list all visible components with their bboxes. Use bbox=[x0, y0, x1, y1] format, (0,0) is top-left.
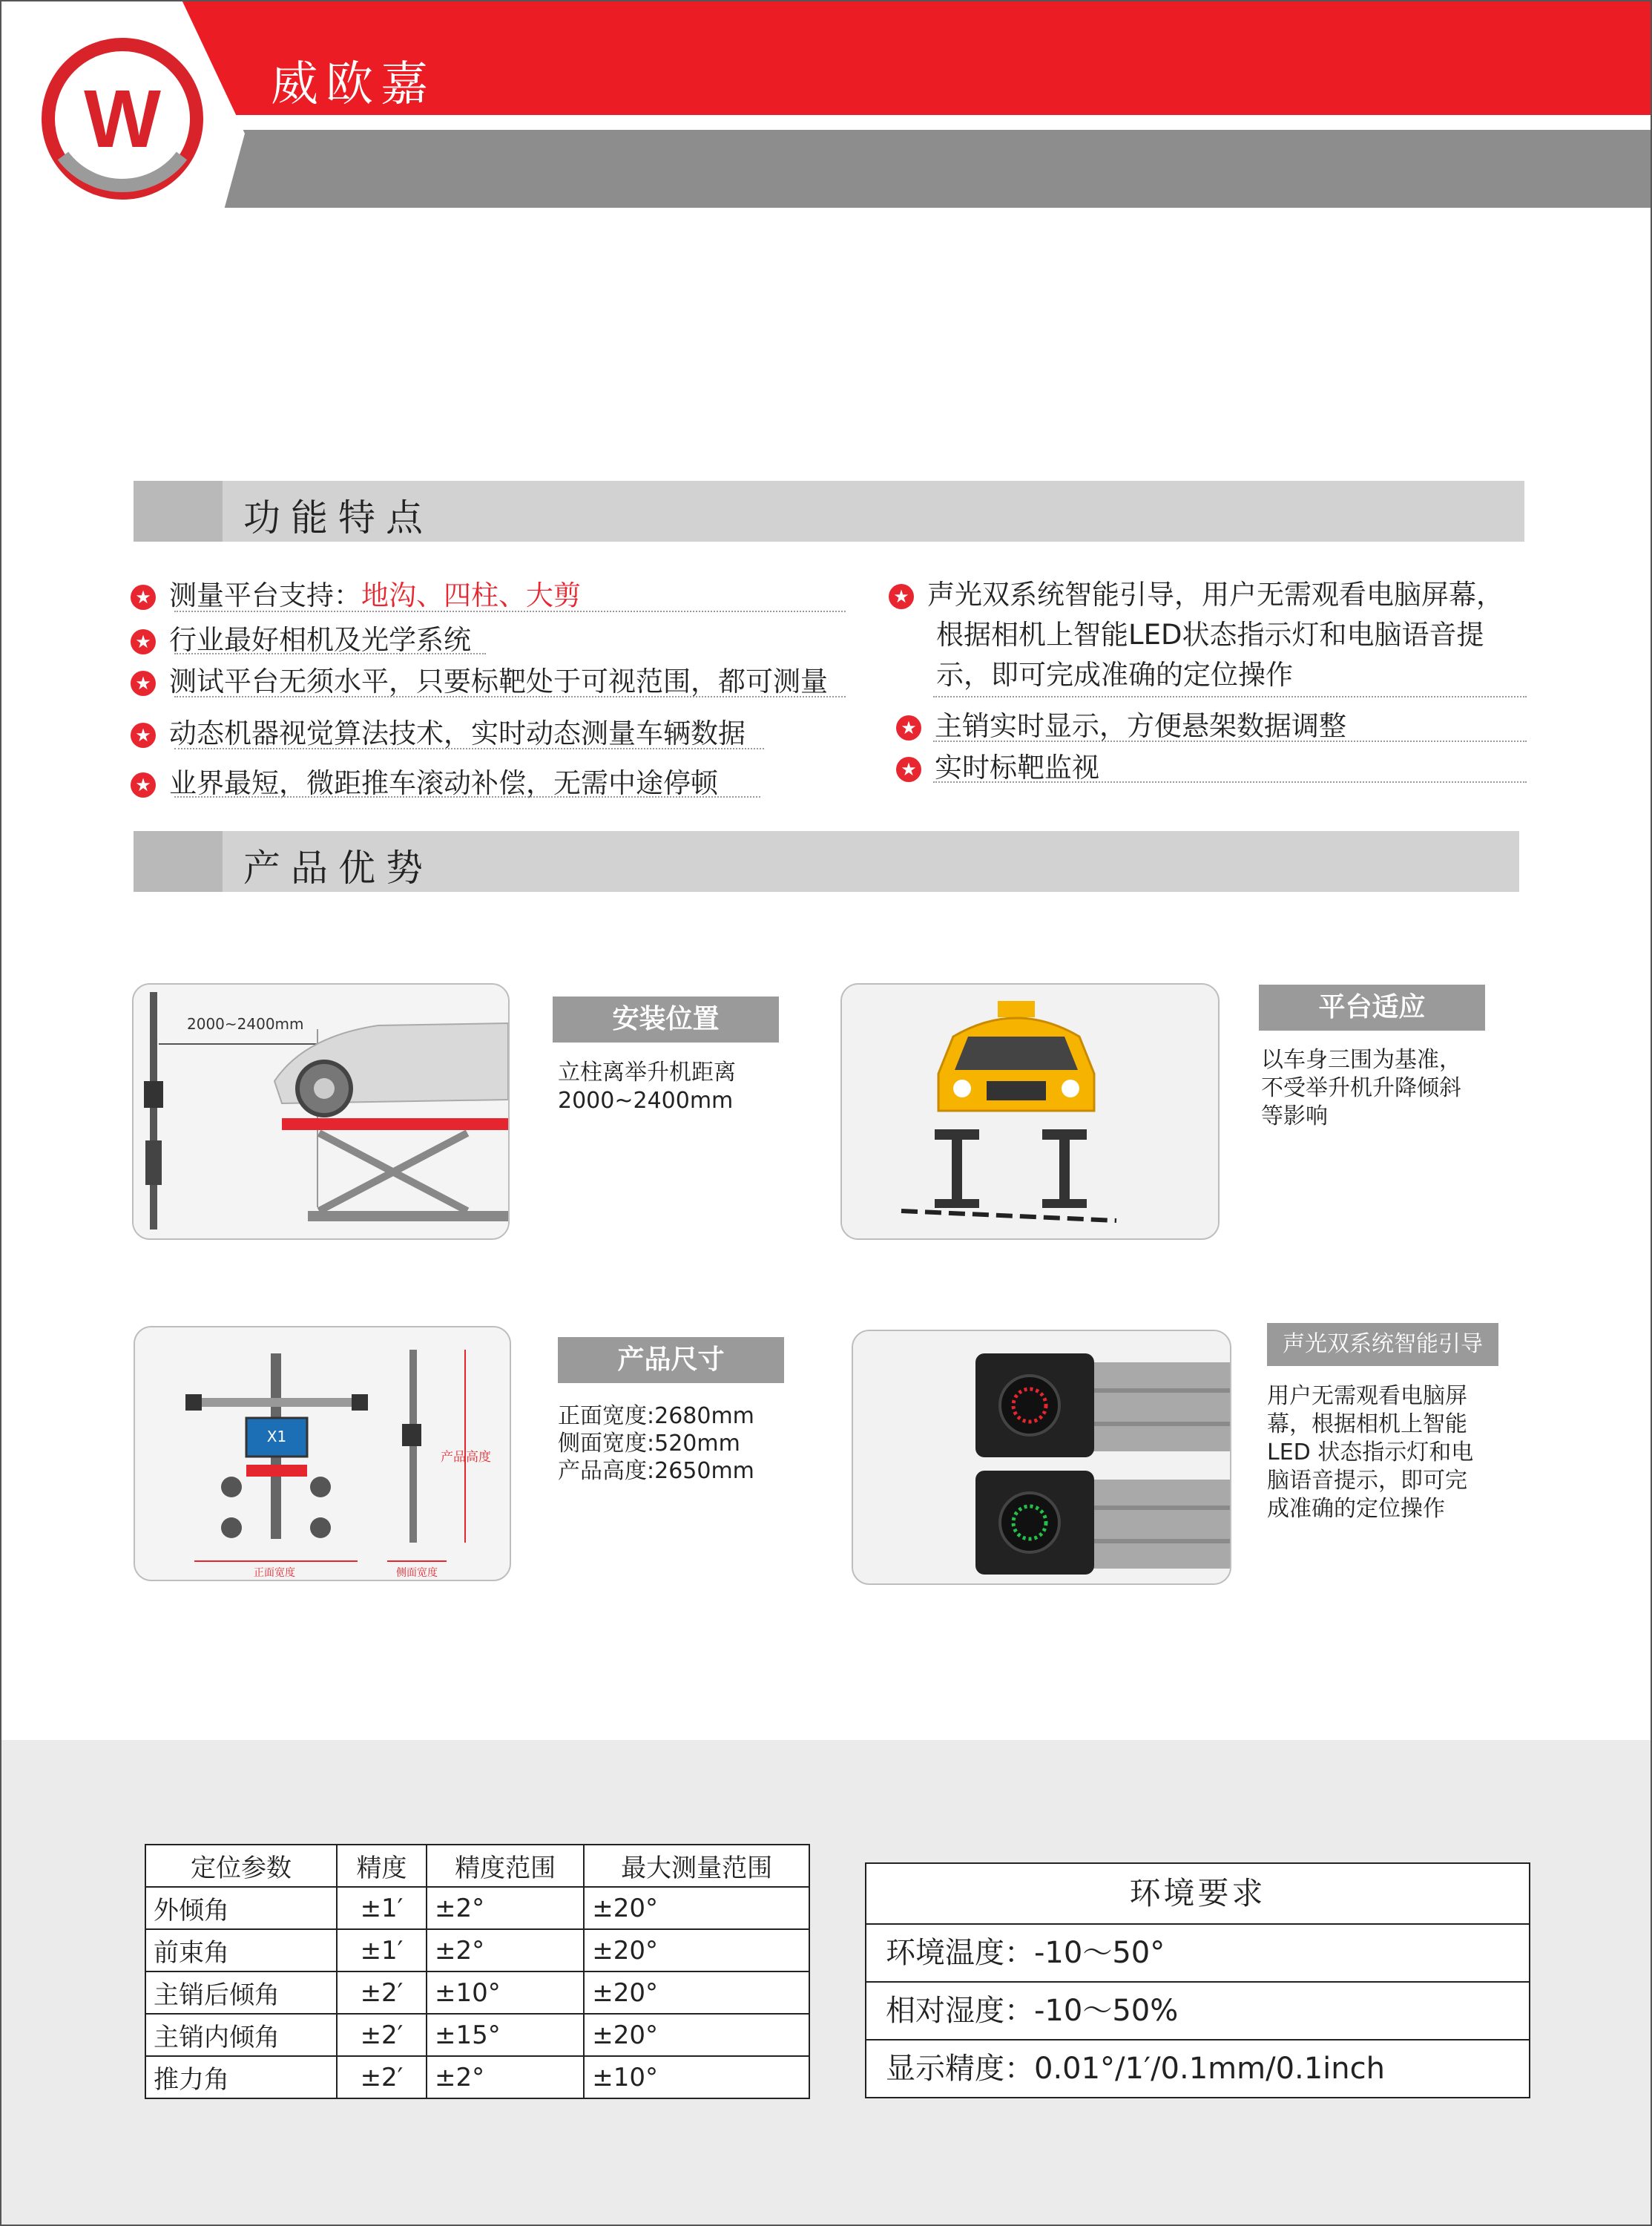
install-distance-label: 2000~2400mm bbox=[187, 1015, 304, 1033]
height-label: 产品高度 bbox=[441, 1450, 491, 1465]
sound-light-guide-tag: 声光双系统智能引导 bbox=[1267, 1323, 1498, 1366]
star-icon: ★ bbox=[131, 723, 156, 748]
star-icon: ★ bbox=[131, 585, 156, 610]
feature-left-4: ★ 动态机器视觉算法技术，实时动态测量车辆数据 bbox=[131, 711, 746, 751]
feature-left-3: ★ 测试平台无须水平，只要标靶处于可视范围，都可测量 bbox=[131, 659, 828, 699]
star-icon: ★ bbox=[131, 671, 156, 696]
star-icon: ★ bbox=[896, 715, 921, 741]
product-size-tag: 产品尺寸 bbox=[558, 1337, 784, 1383]
side-width-label: 侧面宽度 bbox=[396, 1567, 438, 1579]
star-icon: ★ bbox=[131, 629, 156, 654]
env-display-precision: 显示精度：0.01°/1′/0.1mm/0.1inch bbox=[866, 2039, 1529, 2097]
feature-left-2: ★ 行业最好相机及光学系统 bbox=[131, 617, 471, 657]
feature-right-3: ★ 实时标靶监视 bbox=[896, 745, 1099, 785]
star-icon: ★ bbox=[896, 757, 921, 782]
star-icon: ★ bbox=[131, 772, 156, 798]
brand-name: 威欧嘉 bbox=[271, 57, 435, 112]
advantages-title: 产品优势 bbox=[243, 847, 433, 890]
front-width-label: 正面宽度 bbox=[254, 1567, 295, 1579]
environment-title: 环境要求 bbox=[1129, 1875, 1266, 1911]
install-position-desc: 立柱离举升机距离 2000~2400mm bbox=[558, 1060, 736, 1114]
install-position-tag: 安装位置 bbox=[553, 997, 779, 1043]
env-temperature: 环境温度：-10～50° bbox=[866, 1923, 1529, 1981]
platform-adapt-tag: 平台适应 bbox=[1259, 985, 1485, 1031]
feature-left-5: ★ 业界最短，微距推车滚动补偿，无需中途停顿 bbox=[131, 761, 718, 801]
table-row: 主销后倾角 ±2′ ±10° ±20° bbox=[145, 1971, 809, 2014]
product-size-desc: 正面宽度:2680mm 侧面宽度:520mm 产品高度:2650mm bbox=[558, 1403, 754, 1484]
env-humidity: 相对湿度：-10～50% bbox=[866, 1981, 1529, 2039]
table-row: 主销内倾角 ±2′ ±15° ±20° bbox=[145, 2014, 809, 2056]
sound-light-guide-desc: 用户无需观看电脑屏 幕，根据相机上智能 LED 状态指示灯和电 脑语音提示，即可完 成准确的定位操作 bbox=[1267, 1383, 1474, 1522]
feature-left-1: ★ 测量平台支持：地沟、四柱、大剪 bbox=[131, 573, 581, 613]
monitor-screen-text: X1 bbox=[266, 1428, 287, 1445]
logo-letter: W bbox=[84, 73, 161, 165]
platform-adapt-desc: 以车身三围为基准， 不受举升机升降倾斜 等影响 bbox=[1261, 1047, 1461, 1129]
table-header-row: 定位参数 精度 精度范围 最大测量范围 bbox=[145, 1845, 809, 1887]
table-row: 前束角 ±1′ ±2° ±20° bbox=[145, 1929, 809, 1971]
table-row: 外倾角 ±1′ ±2° ±20° bbox=[145, 1887, 809, 1929]
star-icon: ★ bbox=[889, 584, 914, 609]
features-title: 功能特点 bbox=[243, 496, 433, 539]
table-row: 推力角 ±2′ ±2° ±10° bbox=[145, 2056, 809, 2098]
feature-right-1: ★ 声光双系统智能引导，用户无需观看电脑屏幕， 根据相机上智能LED状态指示灯和电脑语音提 示，即可完成准确的定位操作 bbox=[889, 575, 1504, 695]
feature-right-2: ★ 主销实时显示，方便悬架数据调整 bbox=[896, 703, 1346, 743]
